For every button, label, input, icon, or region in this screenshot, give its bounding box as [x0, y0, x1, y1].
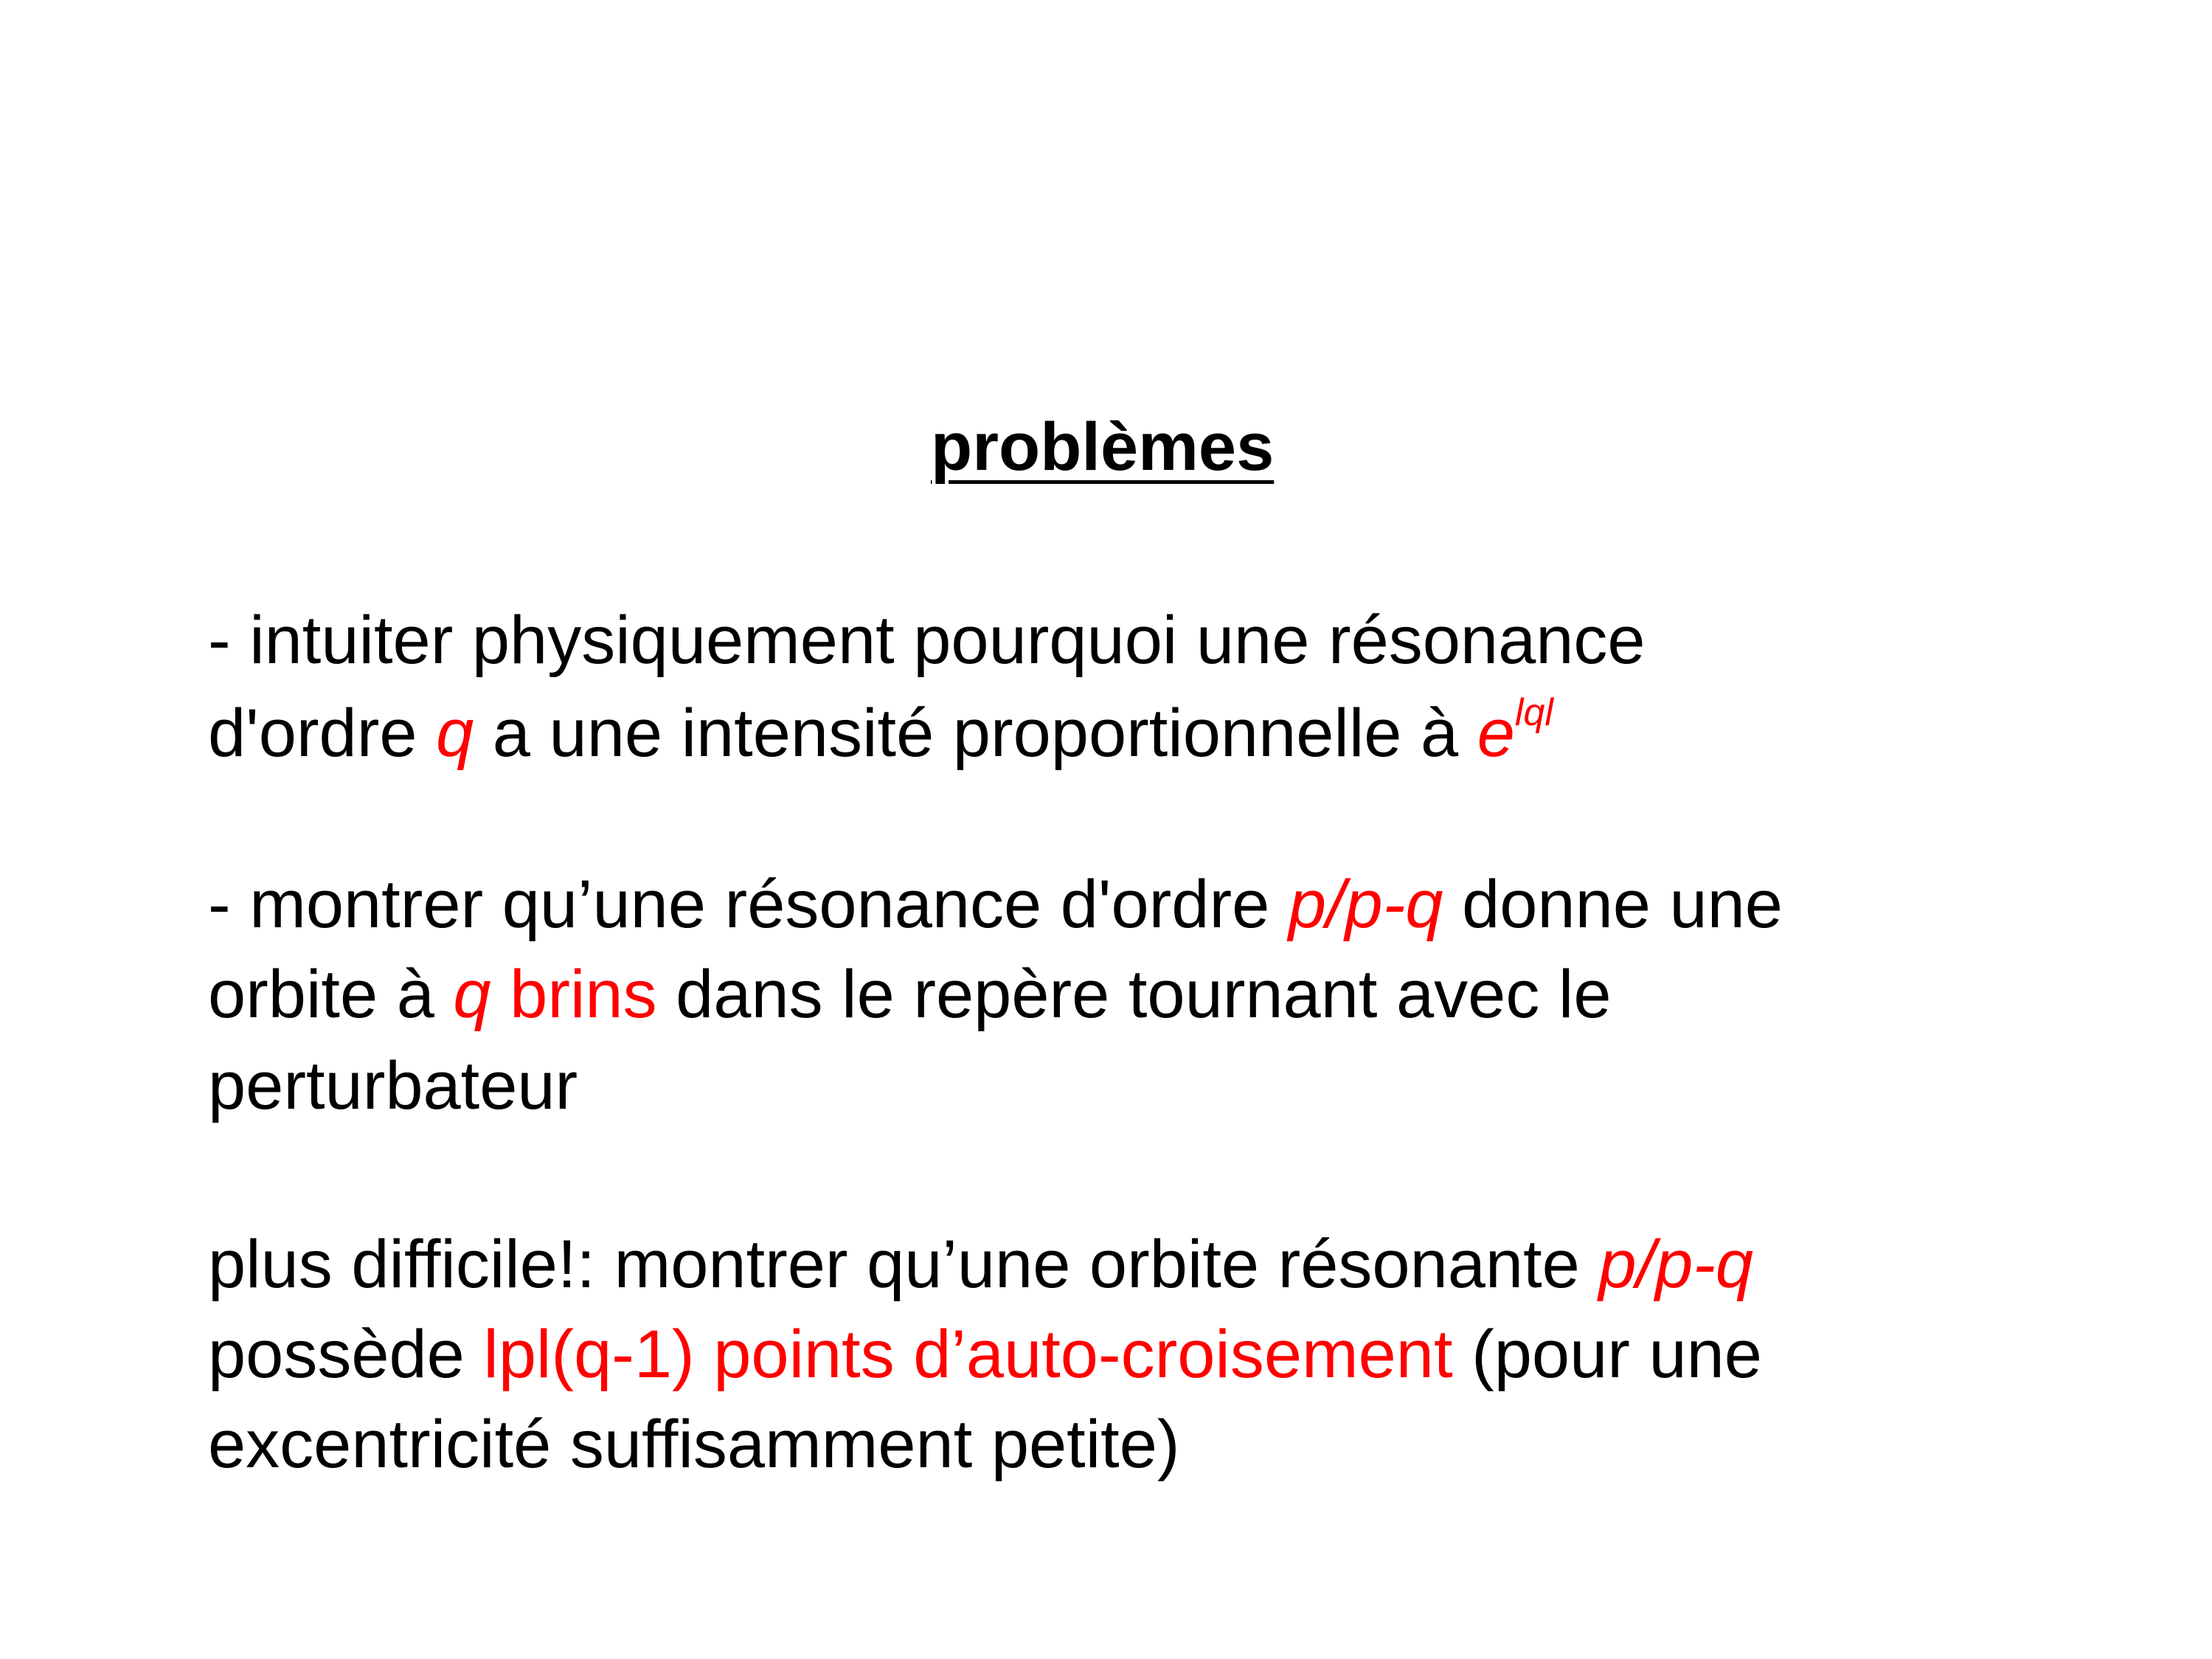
self-crossing-points: lpl(q-1) points d’auto-croisement — [483, 1317, 1453, 1392]
item1-line2 — [208, 691, 1553, 771]
item3-line3: excentricité suffisamment petite) — [208, 1407, 1180, 1482]
item1-text-a: d'ordre — [208, 696, 437, 771]
item2-line1 — [208, 867, 1783, 942]
item3-text-b: possède — [208, 1317, 484, 1392]
resonance-ratio: p/p-q — [1598, 1227, 1754, 1302]
item2-text-c: orbite à — [208, 957, 454, 1032]
item1-text-b: a une intensité proportionnelle à — [474, 696, 1477, 771]
item3-line1 — [208, 1227, 1754, 1302]
item2-text-a: - montrer qu’une résonance d'ordre — [208, 867, 1289, 942]
item2-text-d: dans le repère tournant avec le — [656, 957, 1612, 1032]
item1-line1: - intuiter physiquement pourquoi une résonance — [208, 603, 1646, 678]
item2-line3: perturbateur — [208, 1048, 578, 1123]
item3-text-c: (pour une — [1452, 1317, 1762, 1392]
item3-line2 — [208, 1317, 1762, 1392]
resonance-ratio: p/p-q — [1288, 867, 1443, 942]
item3-text-a: plus difficile!: montrer qu’une orbite résonante — [208, 1227, 1599, 1302]
exponential-e: e — [1477, 696, 1515, 771]
exponent-q: lql — [1514, 691, 1553, 734]
item2-text-b: donne une — [1443, 867, 1783, 942]
slide-title: problèmes — [931, 409, 1275, 485]
variable-q: q — [436, 696, 474, 771]
brins-label: brins — [490, 957, 657, 1032]
item2-line2 — [208, 957, 1612, 1032]
variable-q: q — [453, 957, 491, 1032]
